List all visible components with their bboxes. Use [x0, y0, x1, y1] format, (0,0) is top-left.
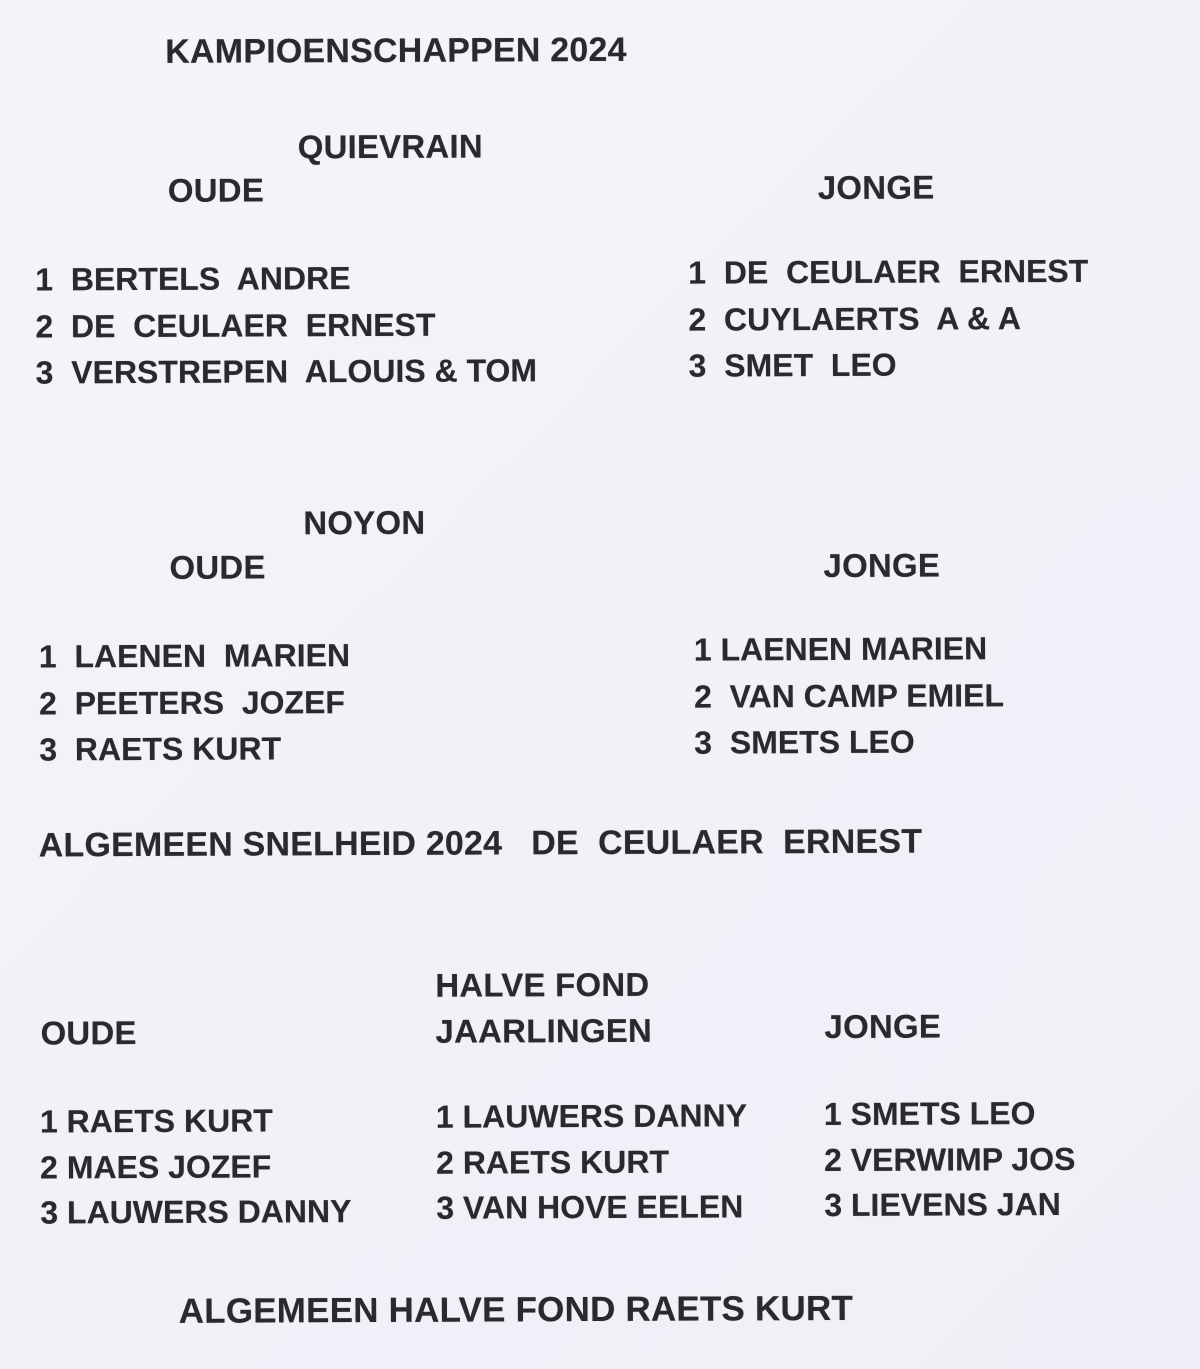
noyon-jonge-list: [694, 625, 1005, 766]
halvefond-oude-list: [40, 1098, 352, 1236]
halvefond-jonge-row-3: 3 LIEVENS JAN: [824, 1185, 1061, 1224]
quievrain-jonge-row-3: 3 SMET LEO: [688, 346, 897, 384]
section-title-noyon: NOYON: [303, 503, 426, 542]
halvefond-oude-row-2: 2 MAES JOZEF: [40, 1147, 272, 1185]
halvefond-jaarlingen-row-1: 1 LAUWERS DANNY: [435, 1097, 748, 1135]
noyon-jonge-row-1: 1 LAENEN MARIEN: [693, 630, 988, 668]
noyon-oude-list: [39, 632, 351, 773]
halvefond-jonge-row-2: 2 VERWIMP JOS: [823, 1140, 1076, 1178]
quievrain-oude-header: OUDE: [167, 171, 265, 209]
halvefond-oude-header: OUDE: [40, 1014, 137, 1052]
page-title: KAMPIOENSCHAPPEN 2024: [165, 30, 627, 71]
halvefond-jaarlingen-list: [436, 1093, 748, 1231]
noyon-oude-row-3: 3 RAETS KURT: [39, 730, 282, 768]
section-title-halve-fond: HALVE FOND: [435, 965, 650, 1004]
algemeen-snelheid-summary: ALGEMEEN SNELHEID 2024 DE CEULAER ERNEST: [38, 822, 923, 865]
algemeen-halve-fond-summary: ALGEMEEN HALVE FOND RAETS KURT: [178, 1288, 854, 1331]
quievrain-oude-row-2: 2 DE CEULAER ERNEST: [35, 306, 436, 344]
quievrain-oude-row-3: 3 VERSTREPEN ALOUIS & TOM: [35, 352, 538, 391]
quievrain-jonge-row-2: 2 CUYLAERTS A & A: [688, 299, 1021, 338]
halvefond-jonge-row-1: 1 SMETS LEO: [823, 1095, 1036, 1133]
halvefond-oude-row-1: 1 RAETS KURT: [39, 1102, 273, 1140]
noyon-jonge-row-2: 2 VAN CAMP EMIEL: [693, 676, 1005, 715]
halvefond-jonge-header: JONGE: [824, 1007, 942, 1046]
noyon-jonge-header: JONGE: [823, 546, 941, 585]
halvefond-jaarlingen-row-3: 3 VAN HOVE EELEN: [436, 1188, 744, 1226]
noyon-jonge-row-3: 3 SMETS LEO: [694, 723, 915, 761]
halvefond-jaarlingen-row-2: 2 RAETS KURT: [436, 1143, 670, 1181]
quievrain-jonge-header: JONGE: [817, 168, 935, 207]
noyon-oude-row-2: 2 PEETERS JOZEF: [38, 683, 346, 721]
quievrain-jonge-row-1: 1 DE CEULAER ERNEST: [688, 252, 1089, 291]
halvefond-jaarlingen-header: JAARLINGEN: [435, 1011, 653, 1050]
noyon-oude-row-1: 1 LAENEN MARIEN: [38, 637, 351, 675]
quievrain-jonge-list: [688, 248, 1089, 389]
halvefond-jonge-list: [824, 1091, 1076, 1229]
quievrain-oude-list: [35, 254, 537, 396]
halvefond-oude-row-3: 3 LAUWERS DANNY: [40, 1193, 352, 1231]
section-title-quievrain: QUIEVRAIN: [297, 127, 483, 166]
quievrain-oude-row-1: 1 BERTELS ANDRE: [35, 260, 351, 298]
noyon-oude-header: OUDE: [169, 548, 266, 586]
